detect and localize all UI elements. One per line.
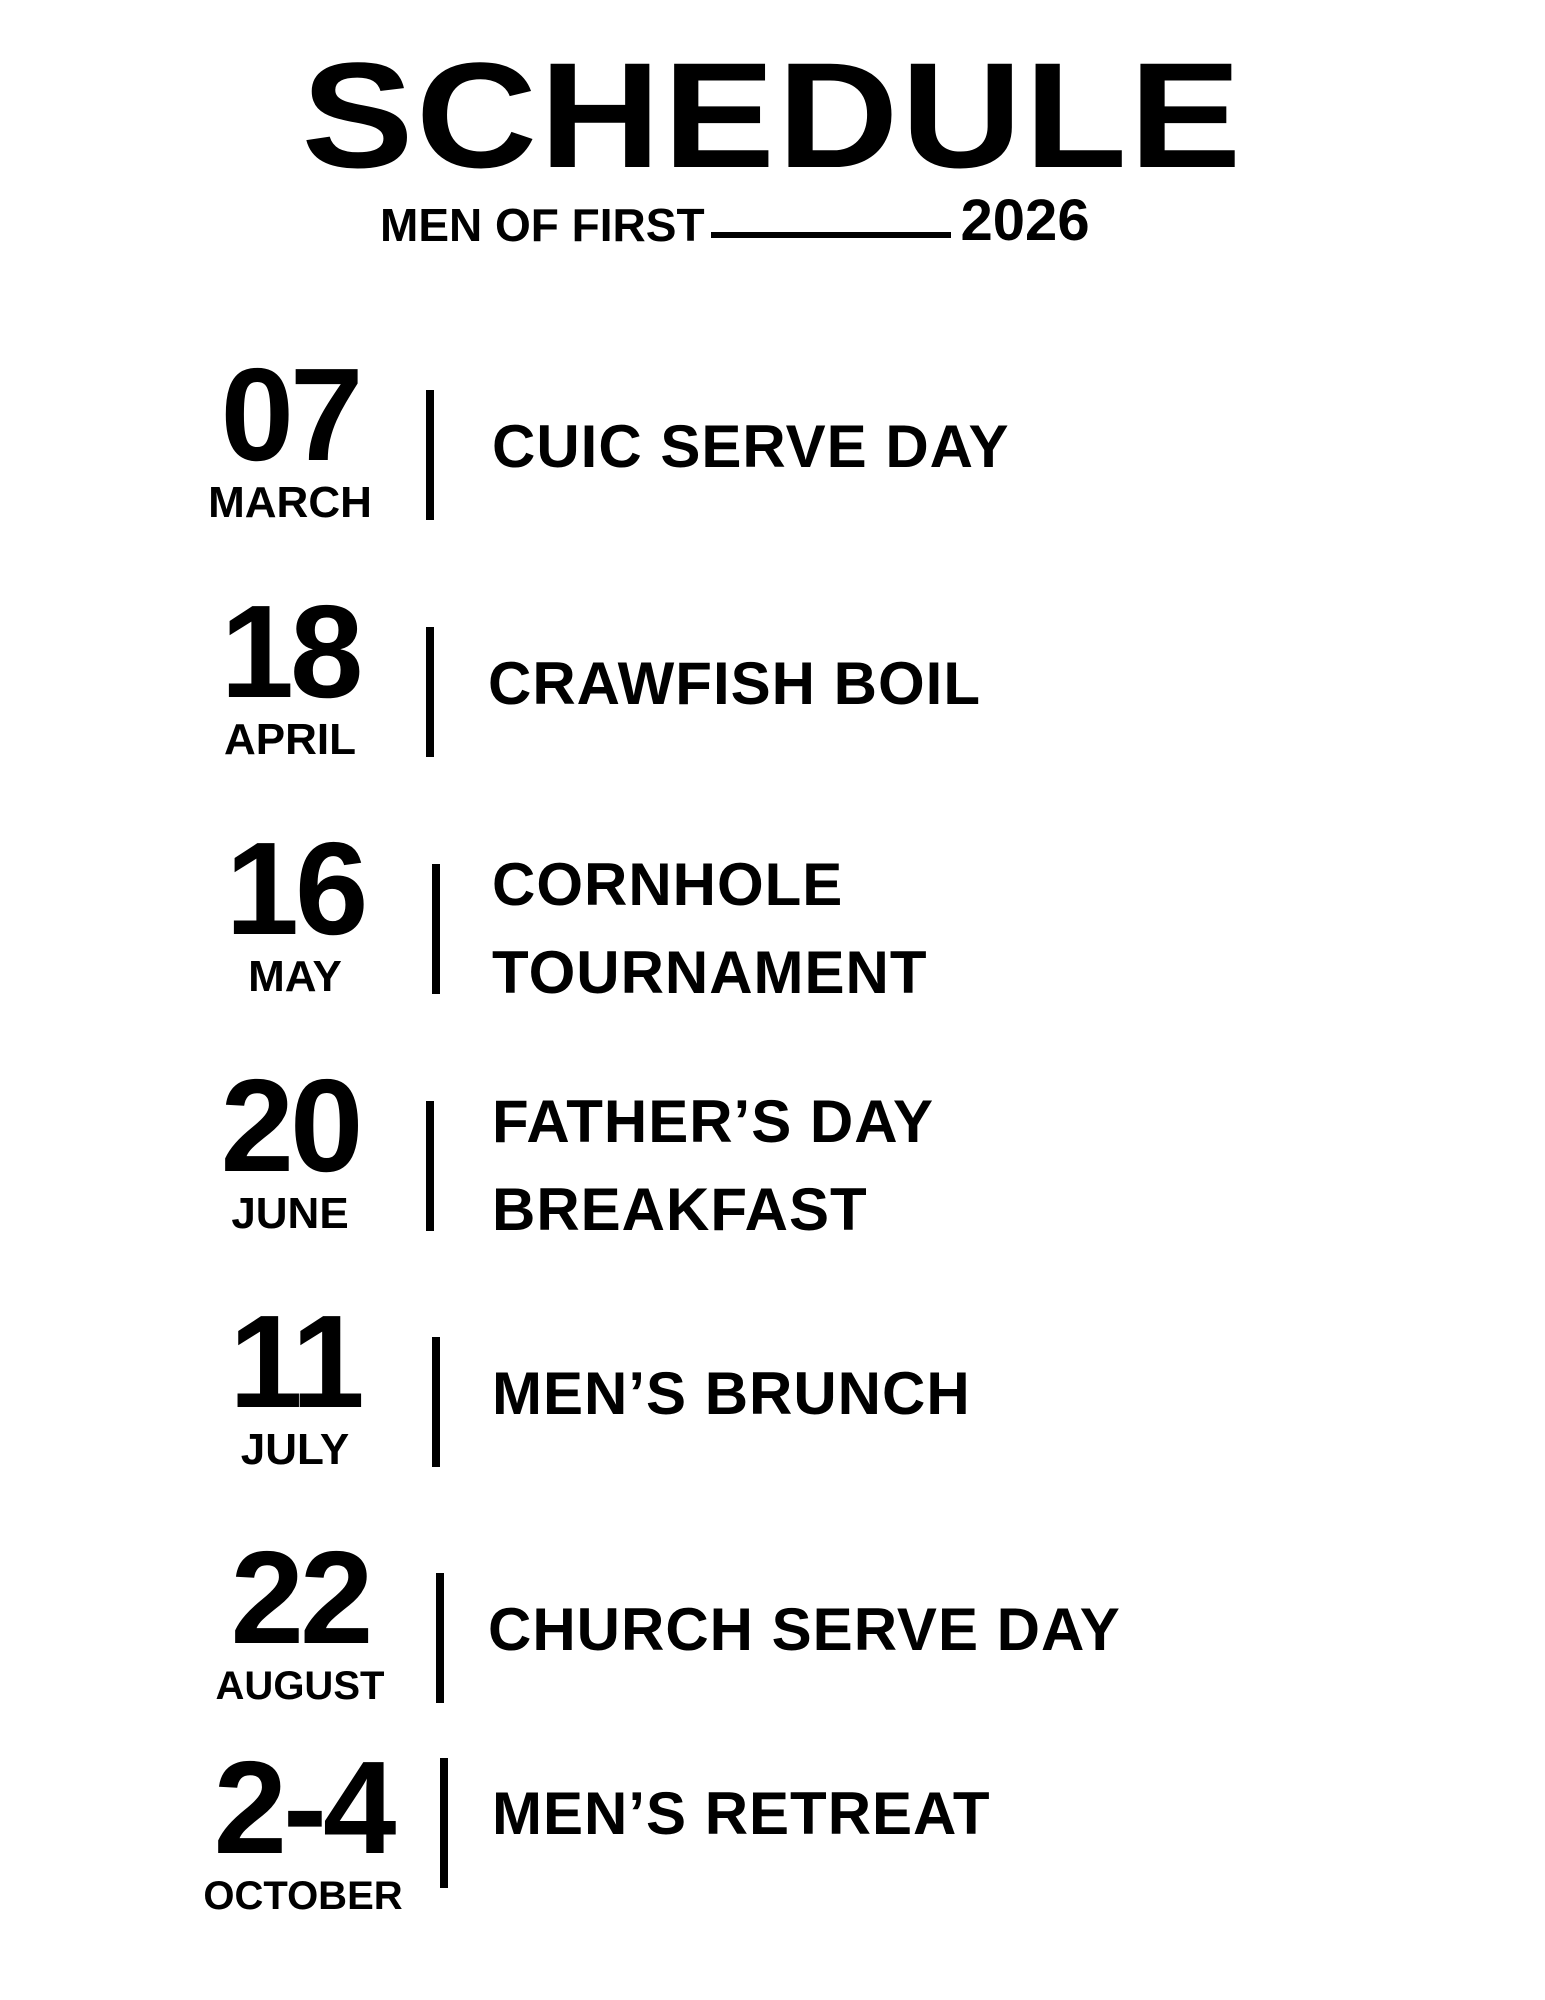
event-name-line: CRAWFISH BOIL	[488, 650, 981, 717]
event-name-line: FATHER’S DAY	[492, 1088, 935, 1155]
event-name	[488, 640, 981, 728]
event-item	[0, 1734, 1545, 1948]
event-date	[190, 1288, 400, 1474]
event-name	[492, 403, 1010, 491]
event-name	[492, 841, 928, 1017]
event-name-line: CUIC SERVE DAY	[492, 413, 1010, 480]
event-month: OCTOBER	[203, 1874, 403, 1918]
event-divider	[440, 1758, 448, 1888]
event-month: JULY	[240, 1425, 350, 1474]
event-day: 20	[220, 1052, 360, 1199]
event-day: 22	[230, 1524, 370, 1671]
subtitle-rule	[711, 232, 951, 238]
subtitle	[380, 188, 1090, 253]
event-day: 18	[220, 578, 360, 725]
event-day: 2-4	[213, 1734, 393, 1881]
event-item	[0, 1288, 1545, 1502]
event-item	[0, 1052, 1545, 1266]
event-divider	[436, 1573, 444, 1703]
event-divider	[426, 390, 434, 520]
event-day: 16	[225, 815, 365, 962]
event-divider	[432, 864, 440, 994]
event-month: JUNE	[231, 1189, 349, 1238]
event-name	[492, 1350, 971, 1438]
event-name-line: MEN’S BRUNCH	[492, 1360, 971, 1427]
event-month: MAY	[248, 952, 342, 1001]
event-date	[185, 341, 395, 527]
event-divider	[426, 627, 434, 757]
event-name-line: TOURNAMENT	[492, 939, 928, 1006]
event-divider	[432, 1337, 440, 1467]
event-date	[185, 578, 395, 764]
event-date	[185, 1052, 395, 1238]
event-month: AUGUST	[215, 1664, 385, 1708]
event-month: MARCH	[208, 478, 372, 527]
event-divider	[426, 1101, 434, 1231]
page-title: SCHEDULE	[301, 31, 1244, 199]
event-name-line: CHURCH SERVE DAY	[488, 1596, 1121, 1663]
event-day: 07	[220, 341, 360, 488]
schedule-year: 2026	[960, 188, 1090, 253]
event-date	[190, 815, 400, 1001]
event-day: 11	[229, 1288, 361, 1435]
organization-name: MEN OF FIRST	[380, 199, 705, 251]
event-name-line: BREAKFAST	[492, 1176, 868, 1243]
event-month: APRIL	[224, 715, 356, 764]
event-name-line: MEN’S RETREAT	[492, 1780, 991, 1847]
event-name	[492, 1770, 991, 1858]
event-date	[198, 1734, 408, 1918]
event-name-line: CORNHOLE	[492, 851, 844, 918]
event-name	[488, 1586, 1121, 1674]
event-item	[0, 341, 1545, 555]
event-name	[492, 1078, 934, 1254]
event-item	[0, 1524, 1545, 1738]
event-item	[0, 815, 1545, 1029]
event-date	[195, 1524, 405, 1708]
event-item	[0, 578, 1545, 792]
